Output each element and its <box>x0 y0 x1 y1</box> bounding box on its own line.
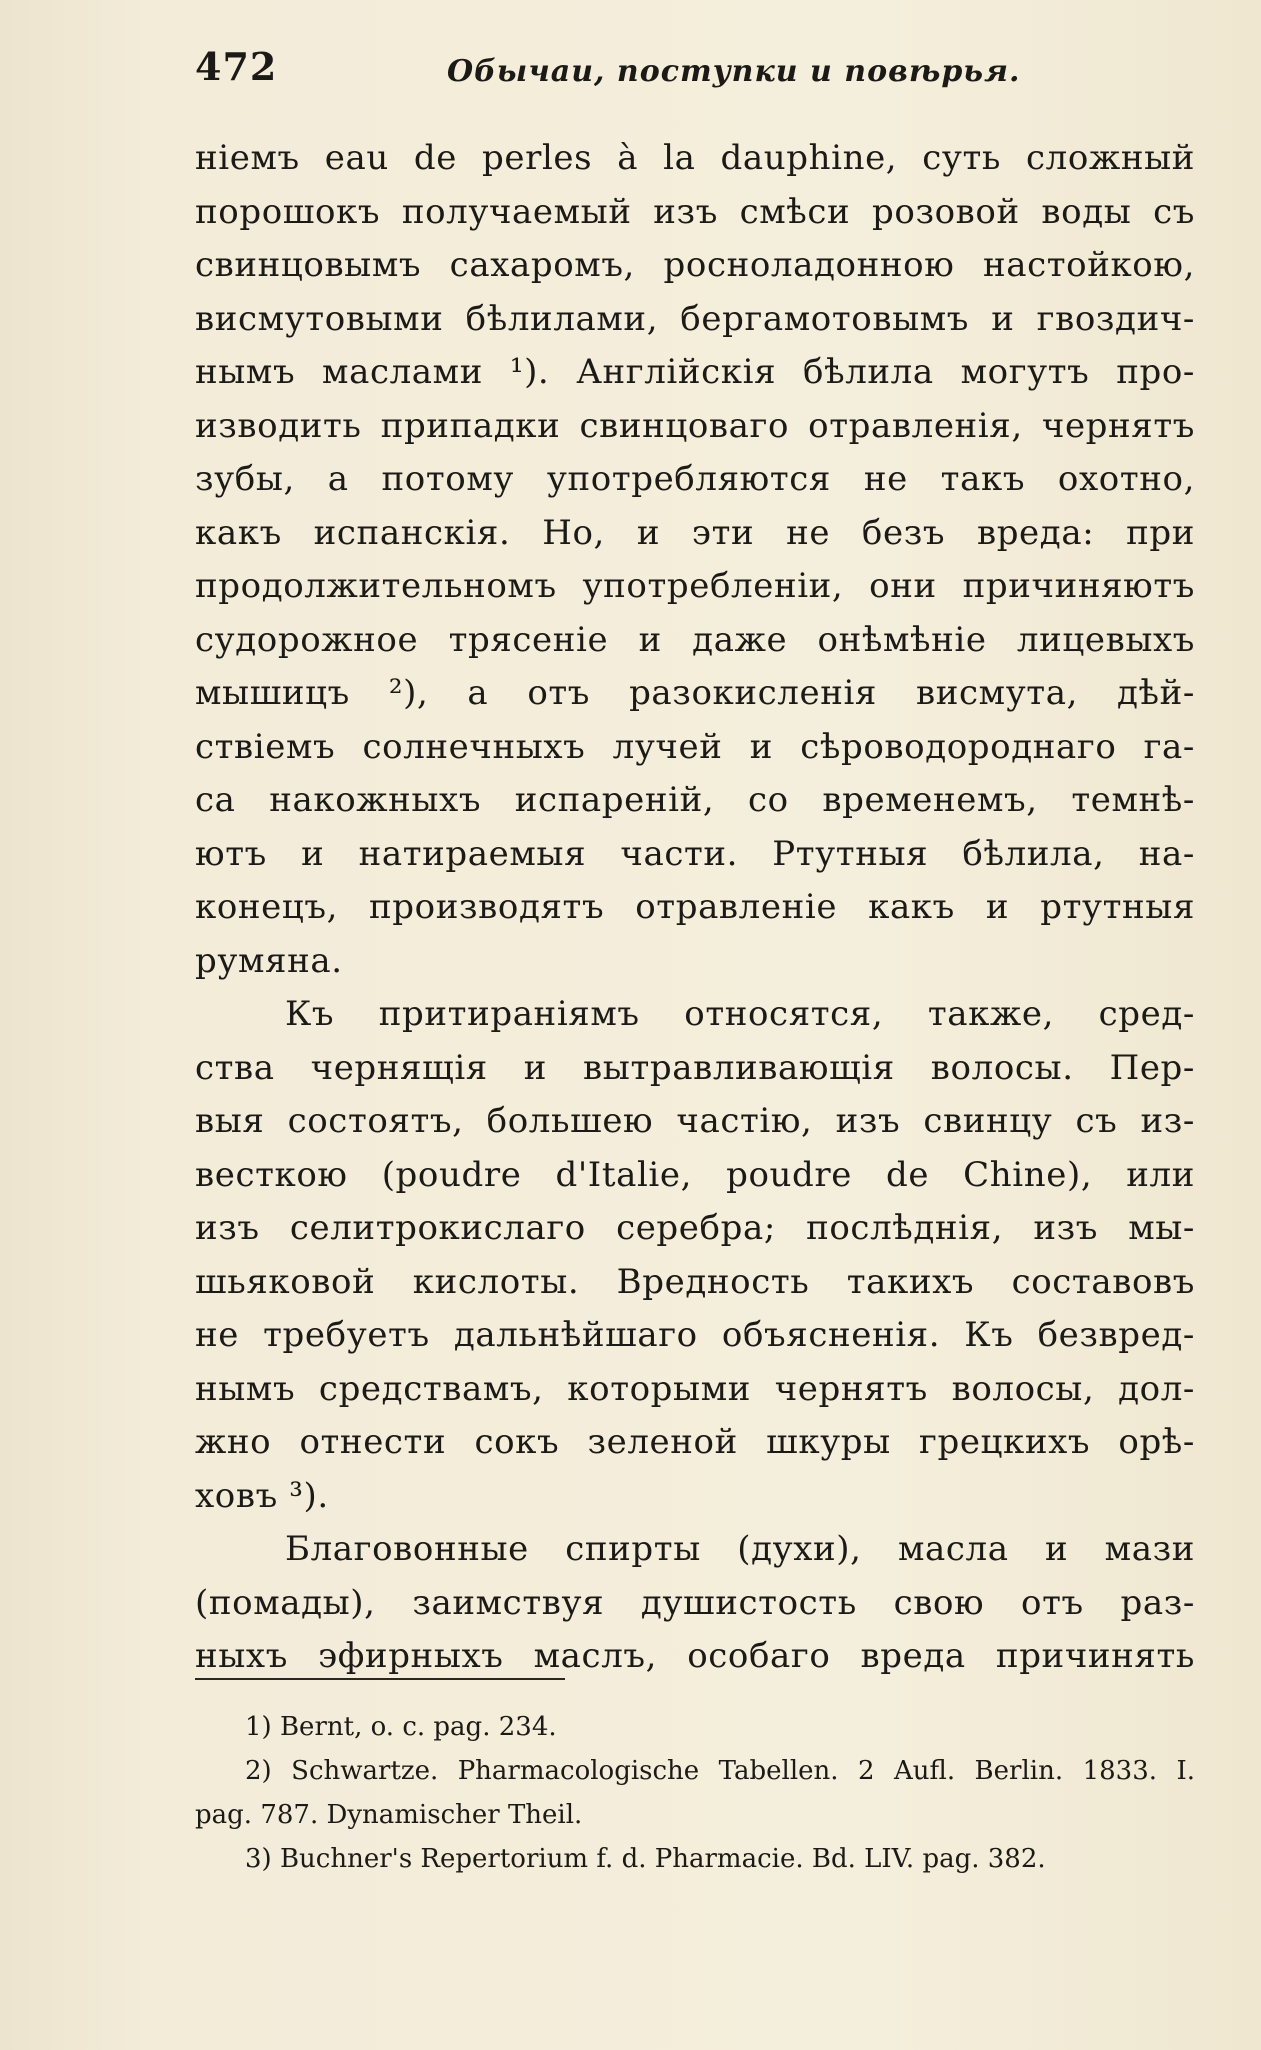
text-line: конецъ, производятъ отравленiе какъ и ртутныя <box>195 887 1195 927</box>
text-line: висмутовыми бѣлилами, бергамотовымъ и гвоздич- <box>195 298 1195 339</box>
text-line: румяна. <box>195 940 343 981</box>
text-line: ныхъ эфирныхъ маслъ, особаго вреда причинять <box>195 1636 1195 1676</box>
footnote-divider <box>195 1678 565 1680</box>
text-line: ства чернящiя и вытравливающiя волосы. Пер- <box>195 1047 1195 1088</box>
text-line: ховъ ³). <box>195 1475 329 1516</box>
text-line: мышицъ ²), а отъ разокисленiя висмута, дѣй- <box>195 673 1195 713</box>
text-line: изъ селитрокислаго серебра; послѣднiя, изъ мы- <box>195 1208 1195 1248</box>
text-line: свинцовымъ сахаромъ, росноладонною настойкою, <box>195 245 1195 285</box>
text-line: шьяковой кислоты. Вредность такихъ составовъ <box>195 1261 1195 1302</box>
text-line: изводить припадки свинцоваго отравленiя, чернятъ <box>195 405 1195 446</box>
text-line: зубы, а потому употребляются не такъ охотно, <box>195 459 1195 499</box>
text-line: (помады), заимствуя душистость свою отъ раз- <box>195 1582 1195 1623</box>
page-number: 472 <box>195 44 278 89</box>
text-line: не требуетъ дальнѣйшаго объясненiя. Къ безвред- <box>195 1315 1195 1355</box>
text-line: выя состоятъ, большею частiю, изъ свинцу съ из- <box>195 1101 1195 1141</box>
paragraph-start-line: Къ притиранiямъ относятся, также, сред- <box>285 994 1195 1034</box>
text-line: весткою (poudre d'Italie, poudre de Chine), или <box>195 1154 1195 1195</box>
text-line: са накожныхъ испаренiй, со временемъ, темнѣ- <box>195 780 1195 820</box>
text-line: нымъ маслами ¹). Англiйскiя бѣлила могутъ про- <box>195 352 1195 392</box>
running-head: Обычаи, поступки и повѣрья. <box>447 54 1021 89</box>
footnote: 1) Bernt, o. c. pag. 234. <box>245 1712 557 1742</box>
footnote: 2) Schwartze. Pharmacologische Tabellen. 2 Aufl. Berlin. 1833. I. <box>245 1756 1195 1786</box>
text-line: нымъ средствамъ, которыми чернятъ волосы, дол- <box>195 1368 1195 1409</box>
text-line: ствiемъ солнечныхъ лучей и сѣроводороднаго га- <box>195 726 1195 767</box>
text-line: какъ испанскiя. Но, и эти не безъ вреда: при <box>195 512 1195 553</box>
paragraph-start-line: Благовонные спирты (духи), масла и мази <box>285 1529 1195 1569</box>
text-line: порошокъ получаемый изъ смѣси розовой воды съ <box>195 191 1195 232</box>
page-header <box>195 40 1195 100</box>
footnote: 3) Buchner's Repertorium f. d. Pharmacie. Bd. LIV. pag. 382. <box>245 1844 1046 1874</box>
text-line: продолжительномъ употребленiи, они причиняютъ <box>195 566 1195 606</box>
text-line: жно отнести сокъ зеленой шкуры грецкихъ орѣ- <box>195 1422 1195 1462</box>
text-line: ютъ и натираемыя части. Ртутныя бѣлила, на- <box>195 833 1195 874</box>
text-line: нiемъ eau de perles à la dauphine, суть сложный <box>195 138 1195 178</box>
body-text <box>195 132 1195 1684</box>
text-line: судорожное трясенiе и даже онѣмѣнiе лицевыхъ <box>195 619 1195 660</box>
footnotes <box>195 1705 1195 1881</box>
footnote-continuation: pag. 787. Dynamischer Theil. <box>195 1800 583 1830</box>
